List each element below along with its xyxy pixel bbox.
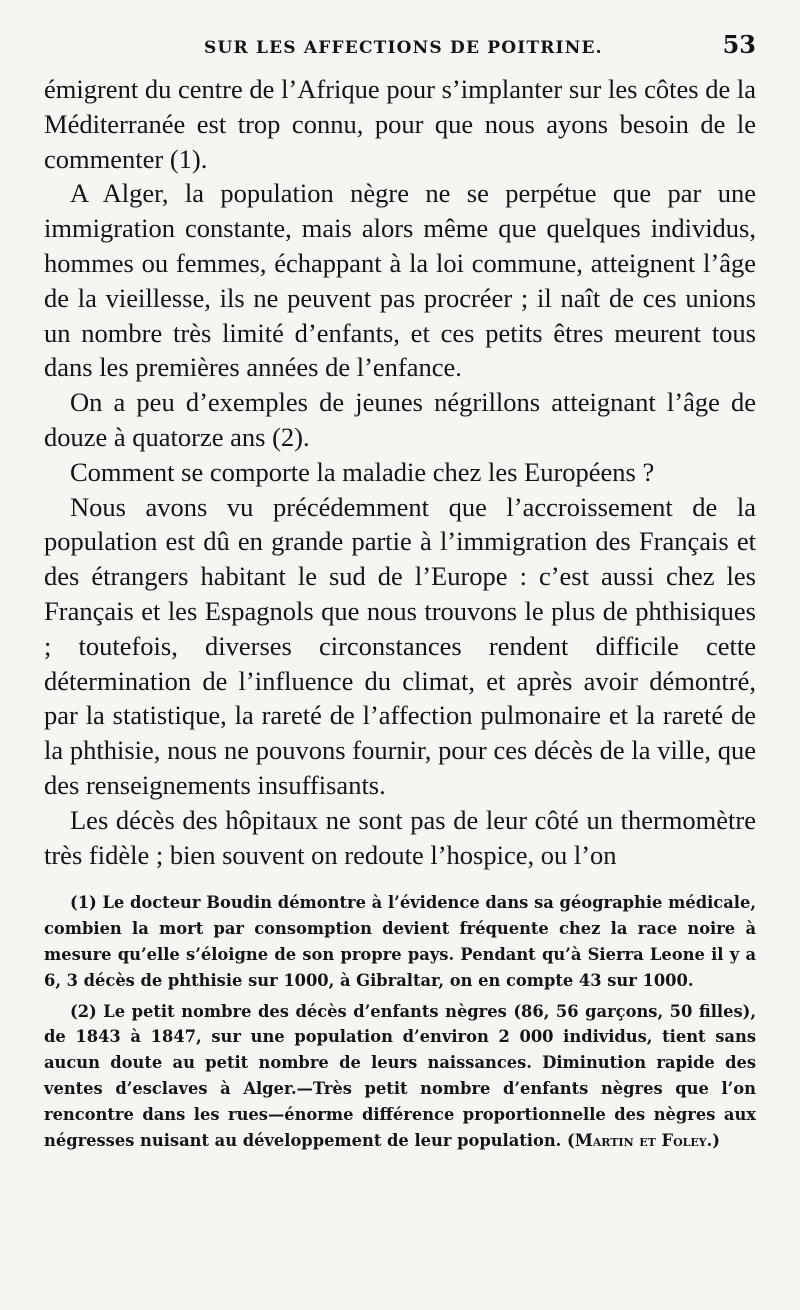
footnote-2 — [44, 999, 756, 1154]
paragraph: Nous avons vu précédemment que l’accroissement de la population est dû en grande partie à l’immigration des Français et des étrangers habitant le sud de l’Europe : c’est aussi chez les Français et les Espagnols que nous trouvons le plus de phthisiques ; toutefois, diverses circonstances rendent difficile cette détermination de l’influence du climat, et après avoir démontré, par la statistique, la rareté de l’affection pulmonaire et la rareté de la phthisie, nous ne pouvons fournir, pour ces décès de la ville, que des renseignements insuffisants. — [44, 491, 756, 800]
running-head — [44, 30, 756, 72]
running-title: SUR LES AFFECTIONS DE POITRINE. — [204, 38, 603, 58]
paragraph-continued: émigrent du centre de l’Afrique pour s’implanter sur les côtes de la Méditerranée est trop connu, pour que nous ayons besoin de le commenter (1). — [44, 74, 756, 174]
paragraph: A Alger, la population nègre ne se perpétue que par une immigration constante, mais alors même que quelques individus, hommes ou femmes, échappant à la loi commune, atteignent l’âge de la vieillesse, ils ne peuvent pas procréer ; il naît de ces unions un nombre très limité d’enfants, et ces petits êtres meurent tous dans les premières années de l’enfance. — [44, 178, 756, 383]
book-page — [44, 30, 756, 1153]
page-number: 53 — [722, 30, 756, 59]
main-text — [44, 72, 756, 872]
paragraph: Les décès des hôpitaux ne sont pas de leur côté un thermomètre très fidèle ; bien souvent on redoute l’hospice, ou l’on — [44, 804, 756, 870]
footnote-1: (1) Le docteur Boudin démontre à l’évidence dans sa géographie médicale, combien la mort par consomption devient fréquente chez la race noire à mesure qu’elle s’éloigne de son propre pays. Pendant qu’à Sierra Leone il y a 6, 3 décès de phthisie sur 1000, à Gibraltar, on en compte 43 sur 1000. — [44, 893, 756, 990]
paragraph: On a peu d’exemples de jeunes négrillons atteignant l’âge de douze à quatorze ans (2). — [44, 387, 756, 452]
footnote-2-citation: (Martin et Foley.) — [567, 1130, 721, 1150]
footnotes — [44, 890, 756, 1153]
paragraph: Comment se comporte la maladie chez les Européens ? — [70, 456, 655, 487]
footnote-2-text: (2) Le petit nombre des décès d’enfants nègres (86, 56 garçons, 50 filles), de 1843 à 1847, sur une population d’environ 2 000 individus, tient sans aucun doute au petit nombre de leurs naissances. Diminution rapide des ventes d’esclaves à Alger.—Très petit nombre d’enfants nègres que l’on rencontre dans les rues—énorme différence proportionnelle des nègres aux négresses nuisant au développement de leur population. — [44, 1001, 756, 1150]
